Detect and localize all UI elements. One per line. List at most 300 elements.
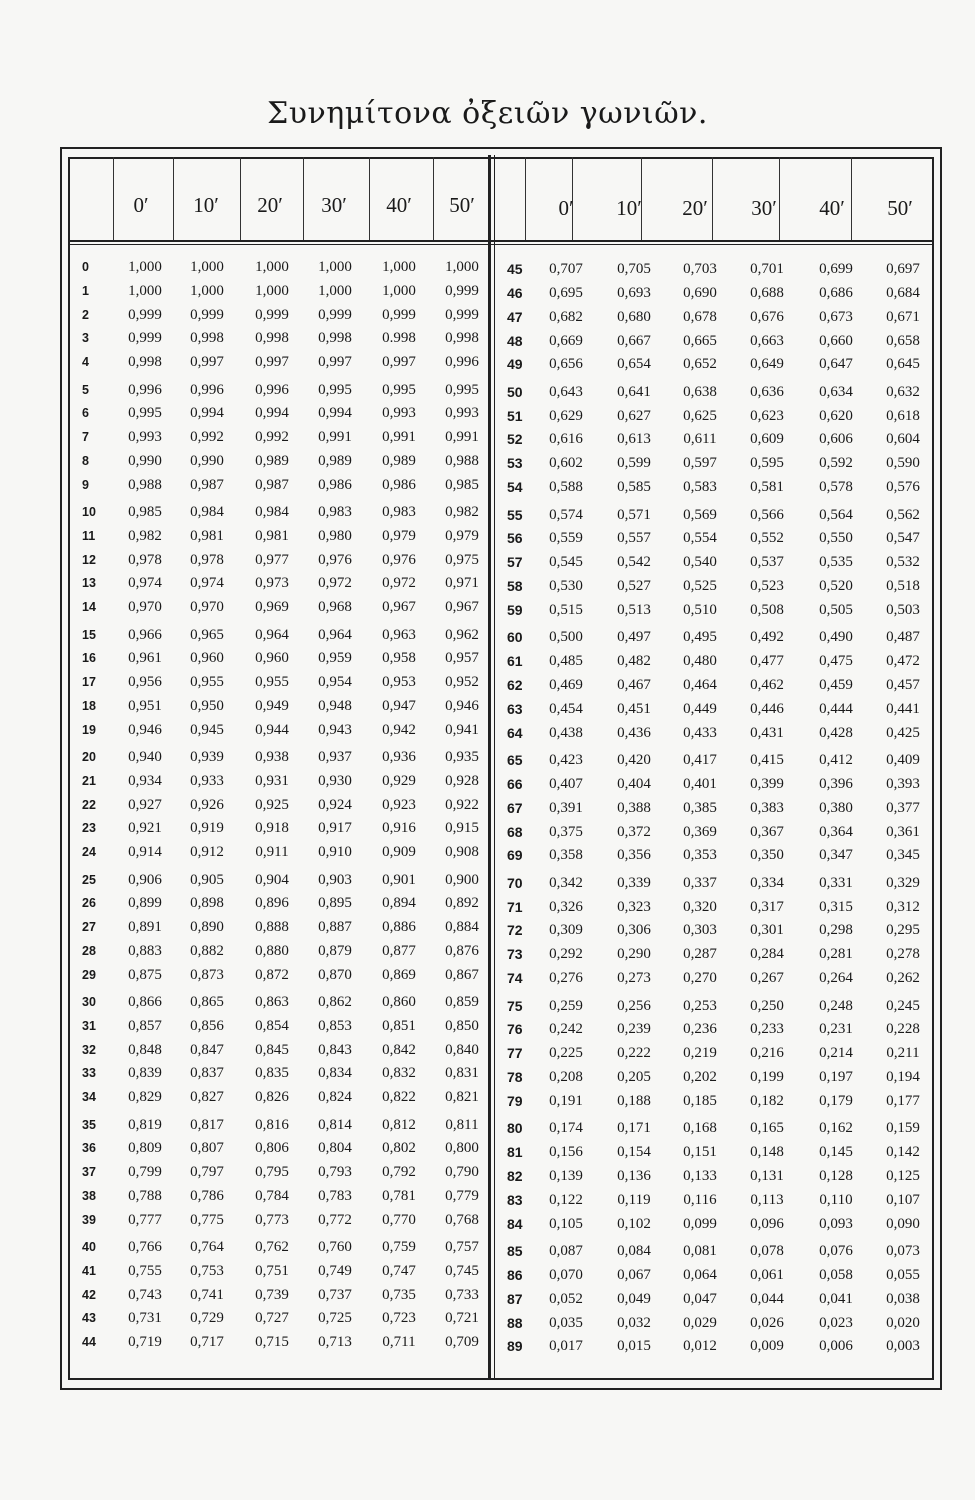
- table-cell: 0,894: [382, 895, 416, 912]
- table-cell: 0,191: [549, 1092, 583, 1109]
- header-col-line: [173, 157, 174, 240]
- degree-label-right: 59: [507, 601, 523, 618]
- degree-label-right: 50: [507, 383, 523, 400]
- table-cell: 0,996: [255, 381, 289, 398]
- table-cell: 0,073: [886, 1243, 920, 1259]
- table-cell: 0,552: [750, 530, 784, 547]
- table-cell: 0,438: [549, 724, 583, 741]
- table-cell: 0,497: [617, 629, 651, 646]
- table-cell: 0,919: [190, 820, 224, 837]
- table-cell: 0,527: [617, 578, 651, 595]
- page-title: Συνημίτονα ὀξειῶν γωνιῶν.: [267, 96, 708, 131]
- table-cell: 0,731: [128, 1310, 162, 1327]
- degree-label-left: 15: [82, 627, 96, 642]
- table-cell: 0,222: [617, 1045, 651, 1062]
- table-cell: 0,182: [750, 1092, 784, 1109]
- table-cell: 0,821: [445, 1089, 479, 1106]
- degree-label-left: 44: [82, 1335, 96, 1350]
- table-cell: 0,884: [445, 919, 479, 936]
- table-cell: 0,303: [683, 922, 717, 939]
- table-cell: 0,306: [617, 922, 651, 939]
- table-cell: 0,383: [750, 799, 784, 816]
- table-cell: 0,156: [549, 1144, 583, 1161]
- table-cell: 0,006: [819, 1338, 853, 1355]
- table-cell: 0,547: [886, 530, 920, 547]
- table-cell: 0,947: [382, 697, 416, 714]
- table-cell: 0,925: [255, 796, 289, 813]
- degree-label-right: 66: [507, 775, 523, 792]
- table-cell: 0,957: [445, 650, 479, 667]
- degree-label-right: 82: [507, 1167, 523, 1184]
- table-cell: 0,964: [318, 626, 352, 643]
- degree-label-right: 67: [507, 799, 523, 816]
- table-cell: 0,273: [617, 970, 651, 987]
- table-cell: 0,860: [382, 994, 416, 1010]
- table-cell: 0,963: [382, 626, 416, 643]
- table-cell: 0,326: [549, 898, 583, 915]
- table-cell: 0,946: [445, 697, 479, 714]
- degree-label-left: 3: [82, 331, 89, 346]
- degree-label-right: 69: [507, 847, 523, 864]
- table-cell: 0,467: [617, 676, 651, 693]
- table-cell: 0,834: [318, 1065, 352, 1082]
- table-cell: 0,214: [819, 1045, 853, 1062]
- table-cell: 0,993: [128, 429, 162, 446]
- table-cell: 0,870: [318, 966, 352, 983]
- table-cell: 0,802: [382, 1140, 416, 1157]
- table-cell: 0,592: [819, 455, 853, 472]
- table-cell: 0,713: [318, 1334, 352, 1351]
- table-cell: 0,417: [683, 752, 717, 768]
- degree-label-right: 57: [507, 554, 523, 571]
- table-cell: 0,566: [750, 506, 784, 523]
- table-cell: 0,110: [819, 1191, 853, 1208]
- table-cell: 0,745: [445, 1262, 479, 1279]
- table-cell: 0,372: [617, 823, 651, 840]
- table-cell: 0,052: [549, 1290, 583, 1307]
- degree-label-left: 35: [82, 1117, 96, 1132]
- table-cell: 0,986: [382, 476, 416, 493]
- table-cell: 0,270: [683, 970, 717, 987]
- minute-header-left: 50′: [449, 193, 475, 217]
- table-cell: 0,656: [549, 356, 583, 373]
- table-cell: 0,759: [382, 1239, 416, 1255]
- table-cell: 0,851: [382, 1017, 416, 1034]
- center-divider-inner: [494, 155, 495, 1380]
- table-cell: 0,826: [255, 1089, 289, 1106]
- table-cell: 0,933: [190, 772, 224, 789]
- table-cell: 0,896: [255, 895, 289, 912]
- minute-header-right: 30′: [751, 196, 777, 220]
- degree-label-left: 16: [82, 651, 96, 666]
- degree-label-left: 28: [82, 943, 96, 958]
- degree-label-right: 54: [507, 479, 523, 496]
- table-cell: 0,988: [128, 476, 162, 493]
- table-cell: 0,038: [886, 1290, 920, 1307]
- table-cell: 0,309: [549, 922, 583, 939]
- table-cell: 0,428: [819, 724, 853, 741]
- table-cell: 0,609: [750, 431, 784, 448]
- table-cell: 0,951: [128, 697, 162, 714]
- table-cell: 0,866: [128, 994, 162, 1010]
- table-cell: 0,749: [318, 1262, 352, 1279]
- table-cell: 0,064: [683, 1266, 717, 1283]
- table-cell: 0,739: [255, 1286, 289, 1303]
- degree-label-right: 83: [507, 1191, 523, 1208]
- degree-label-right: 88: [507, 1314, 523, 1331]
- table-cell: 0,459: [819, 676, 853, 693]
- table-cell: 0,535: [819, 554, 853, 571]
- degree-label-left: 30: [82, 995, 96, 1009]
- table-cell: 0,950: [190, 697, 224, 714]
- table-cell: 0,701: [750, 261, 784, 277]
- degree-label-right: 60: [507, 629, 523, 646]
- degree-label-right: 62: [507, 676, 523, 693]
- table-cell: 0,559: [549, 530, 583, 547]
- table-cell: 0,219: [683, 1045, 717, 1062]
- table-cell: 0,625: [683, 407, 717, 424]
- table-cell: 0,693: [617, 284, 651, 301]
- table-cell: 0,743: [128, 1286, 162, 1303]
- degree-label-right: 64: [507, 724, 523, 741]
- table-cell: 0,996: [190, 381, 224, 398]
- table-cell: 0,588: [549, 479, 583, 496]
- table-cell: 0,909: [382, 844, 416, 861]
- table-cell: 0,407: [549, 775, 583, 792]
- table-cell: 0,331: [819, 874, 853, 891]
- table-cell: 0,433: [683, 724, 717, 741]
- table-cell: 0,067: [617, 1266, 651, 1283]
- table-cell: 0,997: [190, 354, 224, 371]
- table-cell: 0,998: [318, 330, 352, 347]
- table-cell: 0,814: [318, 1116, 352, 1133]
- table-cell: 0,872: [255, 966, 289, 983]
- degree-label-left: 39: [82, 1212, 96, 1227]
- table-cell: 0,323: [617, 898, 651, 915]
- table-cell: 0,992: [190, 429, 224, 446]
- table-cell: 0,023: [819, 1314, 853, 1331]
- table-cell: 0,887: [318, 919, 352, 936]
- table-cell: 0,999: [445, 306, 479, 323]
- table-cell: 0,562: [886, 506, 920, 523]
- degree-label-right: 49: [507, 356, 523, 373]
- table-cell: 0,611: [683, 431, 717, 448]
- table-cell: 0,983: [318, 504, 352, 520]
- table-cell: 0,944: [255, 721, 289, 738]
- table-cell: 0,741: [190, 1286, 224, 1303]
- degree-label-right: 84: [507, 1215, 523, 1232]
- table-cell: 0,915: [445, 820, 479, 837]
- table-cell: 0,845: [255, 1041, 289, 1058]
- table-cell: 0,315: [819, 898, 853, 915]
- table-cell: 0,444: [819, 700, 853, 717]
- table-cell: 0,385: [683, 799, 717, 816]
- table-cell: 0,485: [549, 653, 583, 670]
- table-cell: 0,976: [318, 551, 352, 568]
- table-cell: 0,571: [617, 506, 651, 523]
- table-cell: 0,709: [445, 1334, 479, 1351]
- table-cell: 0,928: [445, 772, 479, 789]
- table-cell: 0,978: [128, 551, 162, 568]
- table-cell: 0,956: [128, 674, 162, 691]
- table-cell: 0,576: [886, 479, 920, 496]
- table-cell: 0,451: [617, 700, 651, 717]
- table-cell: 0,985: [128, 504, 162, 520]
- header-separator-2: [68, 244, 934, 245]
- table-cell: 0,842: [382, 1041, 416, 1058]
- table-cell: 0,795: [255, 1164, 289, 1181]
- table-cell: 0,699: [819, 261, 853, 277]
- table-cell: 0,895: [318, 895, 352, 912]
- table-cell: 0,755: [128, 1262, 162, 1279]
- table-cell: 0,799: [128, 1164, 162, 1181]
- degree-label-left: 11: [82, 528, 96, 543]
- table-cell: 0,262: [886, 970, 920, 987]
- table-cell: 0,602: [549, 455, 583, 472]
- table-cell: 0,865: [190, 994, 224, 1010]
- table-cell: 0,835: [255, 1065, 289, 1082]
- table-cell: 0,991: [382, 429, 416, 446]
- degree-label-left: 34: [82, 1090, 96, 1105]
- table-cell: 0,044: [750, 1290, 784, 1307]
- minute-header-left: 20′: [257, 193, 283, 217]
- table-cell: 0,026: [750, 1314, 784, 1331]
- table-cell: 0,862: [318, 994, 352, 1010]
- table-cell: 0,914: [128, 844, 162, 861]
- degree-label-left: 43: [82, 1311, 96, 1326]
- table-cell: 0,202: [683, 1069, 717, 1086]
- table-cell: 0,409: [886, 752, 920, 768]
- table-cell: 0,388: [617, 799, 651, 816]
- table-cell: 0,988: [445, 452, 479, 469]
- table-cell: 0,239: [617, 1021, 651, 1038]
- table-cell: 0,753: [190, 1262, 224, 1279]
- degree-label-right: 75: [507, 997, 523, 1014]
- table-cell: 0,638: [683, 383, 717, 400]
- table-cell: 0,259: [549, 997, 583, 1014]
- table-cell: 0,550: [819, 530, 853, 547]
- table-cell: 0,334: [750, 874, 784, 891]
- minute-header-left: 0′: [133, 193, 149, 217]
- table-cell: 0,937: [318, 749, 352, 765]
- table-cell: 0,979: [382, 527, 416, 544]
- table-cell: 0,807: [190, 1140, 224, 1157]
- table-cell: 0,353: [683, 847, 717, 864]
- table-cell: 0,986: [318, 476, 352, 493]
- table-cell: 0,707: [549, 261, 583, 277]
- table-cell: 0,122: [549, 1191, 583, 1208]
- degree-label-left: 7: [82, 430, 89, 445]
- degree-label-left: 37: [82, 1165, 96, 1180]
- table-cell: 0,942: [382, 721, 416, 738]
- table-cell: 0,873: [190, 966, 224, 983]
- table-cell: 0,645: [886, 356, 920, 373]
- table-cell: 0,629: [549, 407, 583, 424]
- table-cell: 0,041: [819, 1290, 853, 1307]
- table-cell: 0,292: [549, 946, 583, 963]
- degree-label-right: 55: [507, 506, 523, 523]
- table-cell: 0,554: [683, 530, 717, 547]
- table-cell: 0,883: [128, 942, 162, 959]
- table-cell: 0,737: [318, 1286, 352, 1303]
- table-cell: 0,020: [886, 1314, 920, 1331]
- table-cell: 0,401: [683, 775, 717, 792]
- table-cell: 0,032: [617, 1314, 651, 1331]
- table-cell: 0,924: [318, 796, 352, 813]
- table-cell: 0,688: [750, 284, 784, 301]
- table-cell: 0,768: [445, 1211, 479, 1228]
- table-cell: 0,886: [382, 919, 416, 936]
- table-cell: 0,960: [190, 650, 224, 667]
- table-cell: 1,000: [255, 282, 289, 299]
- table-cell: 0,766: [128, 1239, 162, 1255]
- table-cell: 0,822: [382, 1089, 416, 1106]
- table-cell: 0,264: [819, 970, 853, 987]
- table-cell: 0,364: [819, 823, 853, 840]
- degree-label-right: 52: [507, 431, 523, 448]
- table-cell: 0,891: [128, 919, 162, 936]
- table-cell: 0,764: [190, 1239, 224, 1255]
- table-cell: 0,983: [382, 504, 416, 520]
- table-cell: 0,350: [750, 847, 784, 864]
- table-cell: 0,165: [750, 1120, 784, 1137]
- table-cell: 0,301: [750, 922, 784, 939]
- table-cell: 0,847: [190, 1041, 224, 1058]
- table-cell: 0,377: [886, 799, 920, 816]
- table-cell: 0,278: [886, 946, 920, 963]
- table-cell: 0,647: [819, 356, 853, 373]
- table-cell: 0,977: [255, 551, 289, 568]
- table-cell: 0,225: [549, 1045, 583, 1062]
- table-cell: 0,994: [318, 405, 352, 422]
- degree-label-left: 27: [82, 920, 96, 935]
- table-cell: 0,233: [750, 1021, 784, 1038]
- table-cell: 0,930: [318, 772, 352, 789]
- table-cell: 0,945: [190, 721, 224, 738]
- table-cell: 0,898: [190, 895, 224, 912]
- degree-label-left: 0: [82, 260, 89, 274]
- minute-header-right: 50′: [887, 196, 913, 220]
- degree-label-right: 51: [507, 407, 523, 424]
- table-cell: 0,735: [382, 1286, 416, 1303]
- table-cell: 0,725: [318, 1310, 352, 1327]
- table-cell: 0,786: [190, 1187, 224, 1204]
- table-cell: 0,482: [617, 653, 651, 670]
- table-cell: 0,329: [886, 874, 920, 891]
- table-cell: 0,901: [382, 871, 416, 888]
- table-cell: 1,000: [382, 282, 416, 299]
- table-cell: 0,686: [819, 284, 853, 301]
- table-cell: 0,652: [683, 356, 717, 373]
- table-cell: 0,542: [617, 554, 651, 571]
- table-cell: 0,391: [549, 799, 583, 816]
- table-cell: 0,906: [128, 871, 162, 888]
- table-cell: 0,211: [886, 1045, 920, 1062]
- degree-label-left: 36: [82, 1141, 96, 1156]
- degree-label-left: 26: [82, 896, 96, 911]
- table-cell: 0,090: [886, 1215, 920, 1232]
- table-cell: 0,380: [819, 799, 853, 816]
- table-cell: 0,523: [750, 578, 784, 595]
- degree-label-right: 74: [507, 970, 523, 987]
- table-cell: 0,342: [549, 874, 583, 891]
- table-cell: 0,997: [318, 354, 352, 371]
- table-cell: 0,793: [318, 1164, 352, 1181]
- table-cell: 0,035: [549, 1314, 583, 1331]
- table-cell: 0,298: [819, 922, 853, 939]
- table-cell: 0,970: [128, 599, 162, 616]
- table-cell: 0,856: [190, 1017, 224, 1034]
- table-cell: 0,641: [617, 383, 651, 400]
- table-cell: 0,958: [382, 650, 416, 667]
- table-cell: 0,806: [255, 1140, 289, 1157]
- table-cell: 0,982: [445, 504, 479, 520]
- degree-label-right: 48: [507, 332, 523, 349]
- degree-label-right: 85: [507, 1243, 523, 1259]
- table-cell: 0,396: [819, 775, 853, 792]
- table-cell: 0,503: [886, 601, 920, 618]
- table-cell: 0,139: [549, 1167, 583, 1184]
- table-cell: 0,811: [445, 1116, 479, 1133]
- degree-label-right: 71: [507, 898, 523, 915]
- table-cell: 0,477: [750, 653, 784, 670]
- table-cell: 0,236: [683, 1021, 717, 1038]
- table-cell: 0,989: [382, 452, 416, 469]
- table-cell: 0,760: [318, 1239, 352, 1255]
- table-cell: 0,911: [255, 844, 289, 861]
- degree-label-left: 2: [82, 307, 89, 322]
- table-cell: 0,961: [128, 650, 162, 667]
- table-cell: 0,721: [445, 1310, 479, 1327]
- table-cell: 0,995: [445, 381, 479, 398]
- table-cell: 0,948: [318, 697, 352, 714]
- degree-label-left: 25: [82, 872, 96, 887]
- table-cell: 0,843: [318, 1041, 352, 1058]
- table-cell: 0,770: [382, 1211, 416, 1228]
- table-cell: 0,715: [255, 1334, 289, 1351]
- table-cell: 0,819: [128, 1116, 162, 1133]
- table-cell: 0,926: [190, 796, 224, 813]
- table-cell: 0,317: [750, 898, 784, 915]
- table-cell: 0,703: [683, 261, 717, 277]
- table-cell: 0,978: [190, 551, 224, 568]
- table-cell: 0,936: [382, 749, 416, 765]
- table-cell: 0,208: [549, 1069, 583, 1086]
- table-cell: 0,999: [128, 330, 162, 347]
- degree-label-left: 40: [82, 1240, 96, 1254]
- table-cell: 0,399: [750, 775, 784, 792]
- table-cell: 0,347: [819, 847, 853, 864]
- table-cell: 0,404: [617, 775, 651, 792]
- table-cell: 0,412: [819, 752, 853, 768]
- table-cell: 0,831: [445, 1065, 479, 1082]
- table-cell: 0,205: [617, 1069, 651, 1086]
- table-cell: 0,995: [318, 381, 352, 398]
- table-cell: 0,970: [190, 599, 224, 616]
- table-cell: 0,590: [886, 455, 920, 472]
- table-cell: 0,974: [190, 575, 224, 592]
- table-cell: 0,987: [255, 476, 289, 493]
- table-cell: 0,812: [382, 1116, 416, 1133]
- degree-label-right: 78: [507, 1069, 523, 1086]
- table-cell: 0,981: [190, 527, 224, 544]
- table-cell: 0,199: [750, 1069, 784, 1086]
- degree-label-left: 14: [82, 600, 96, 615]
- minute-header-right: 20′: [682, 196, 708, 220]
- table-cell: 0,457: [886, 676, 920, 693]
- table-cell: 0,973: [255, 575, 289, 592]
- table-cell: 0,216: [750, 1045, 784, 1062]
